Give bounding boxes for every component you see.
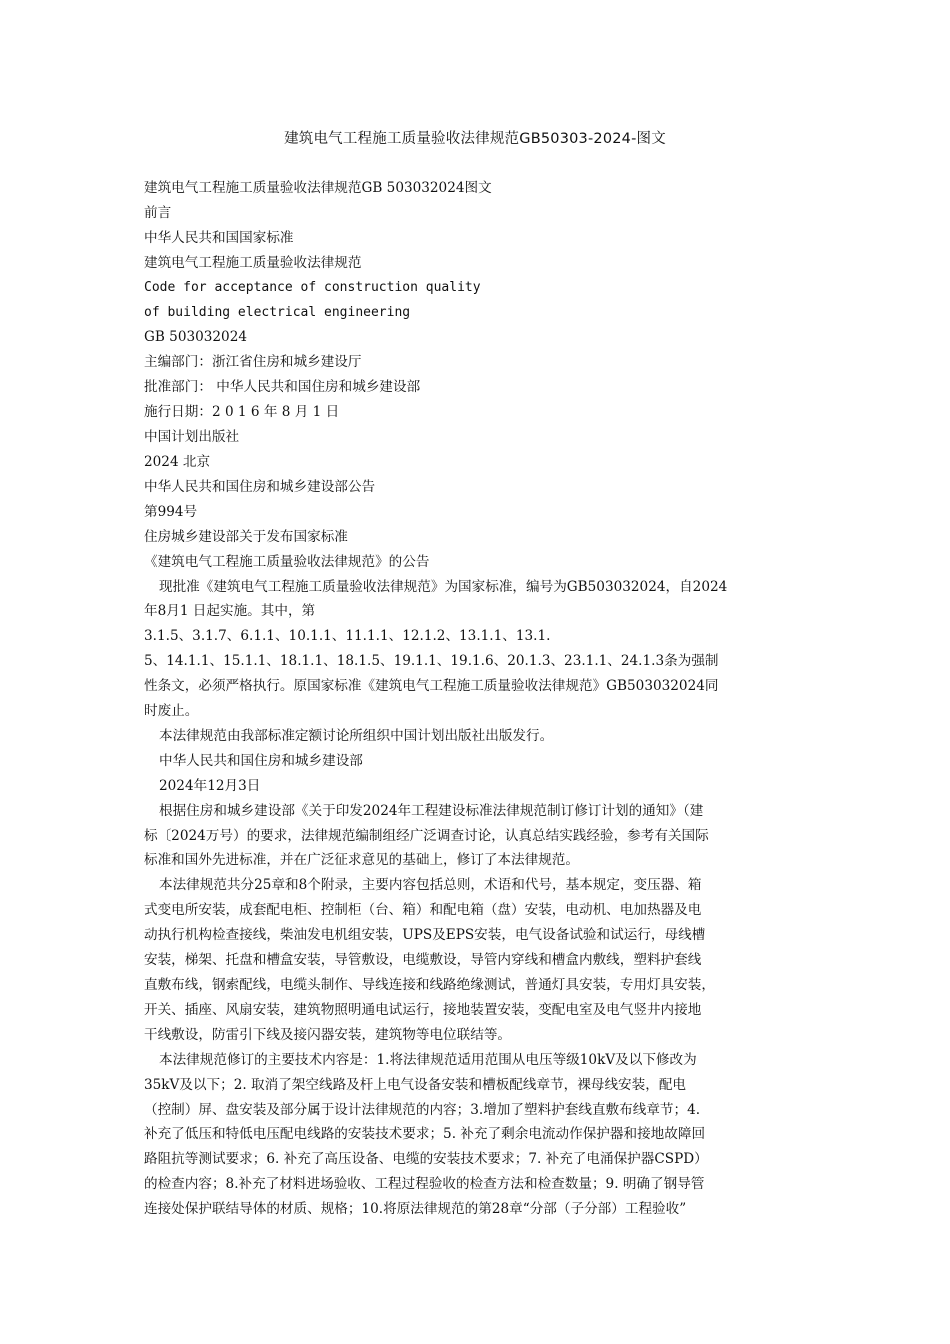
text-line: 直敷布线，钢索配线，电缆头制作、导线连接和线路绝缘测试，普通灯具安装，专用灯具安装， <box>144 977 715 993</box>
text-line: 干线敷设，防雷引下线及接闪器安装，建筑物等电位联结等。 <box>144 1026 512 1043</box>
text-line: 中华人民共和国国家标准 <box>144 229 294 246</box>
text-line: 动执行机构检查接线，柴油发电机组安装，UPS及EPS安装，电气设备试验和试运行，母线槽 <box>144 927 706 944</box>
text-line: 住房城乡建设部关于发布国家标准 <box>144 528 348 545</box>
text-line: 中华人民共和国住房和城乡建设部 <box>159 752 363 769</box>
text-line: 主编部门：浙江省住房和城乡建设厅 <box>144 354 362 371</box>
text-line: 本法律规范共分25章和8个附录，主要内容包括总则，术语和代号，基本规定，变压器、箱 <box>159 877 702 894</box>
text-line: 2024 北京 <box>144 453 211 470</box>
text-line: 路阻抗等测试要求；6. 补充了高压设备、电缆的安装技术要求；7. 补充了电涌保护器CSPD） <box>144 1151 708 1168</box>
text-line: 5、14.1.1、15.1.1、18.1.1、18.1.5、19.1.1、19.1.6、20.1.3、23.1.1、24.1.3条为强制 <box>144 653 719 670</box>
text-line: 3.1.5、3.1.7、6.1.1、10.1.1、11.1.1、12.1.2、13.1.1、13.1. <box>144 628 551 645</box>
text-line: 建筑电气工程施工质量验收法律规范GB 503032024图文 <box>144 180 492 196</box>
text-line: 批准部门： 中华人民共和国住房和城乡建设部 <box>144 379 421 396</box>
text-line: 根据住房和城乡建设部《关于印发2024年工程建设标准法律规范制订修订计划的通知》（建 <box>159 802 704 819</box>
text-line: 时废止。 <box>144 703 199 720</box>
text-line: of building electrical engineering <box>144 304 411 320</box>
text-line: 中国计划出版社 <box>144 429 240 446</box>
document-body <box>144 176 810 1222</box>
text-line: 现批准《建筑电气工程施工质量验收法律规范》为国家标准，编号为GB503032024，自2024 <box>159 578 728 595</box>
text-line: 年8月1 日起实施。其中，第 <box>144 603 316 620</box>
text-line: （控制）屏、盘安装及部分属于设计法律规范的内容；3.增加了塑料护套线直敷布线章节；4. <box>144 1101 701 1118</box>
text-line: 第994号 <box>144 503 198 520</box>
text-line: 35kV及以下；2. 取消了架空线路及杆上电气设备安装和槽板配线章节，裸母线安装，配电 <box>144 1076 687 1093</box>
text-line: 施行日期：2 0 1 6 年 8 月 1 日 <box>144 404 340 421</box>
text-line: 前言 <box>144 204 172 221</box>
text-line: GB 503032024 <box>144 329 248 346</box>
page-title: 建筑电气工程施工质量验收法律规范GB50303-2024-图文 <box>284 131 666 147</box>
text-line: 中华人民共和国住房和城乡建设部公告 <box>144 478 376 495</box>
text-line: 标准和国外先进标准，并在广泛征求意见的基础上，修订了本法律规范。 <box>144 852 579 869</box>
text-line: 本法律规范由我部标准定额讨论所组织中国计划出版社出版发行。 <box>159 727 554 744</box>
text-line: 建筑电气工程施工质量验收法律规范 <box>144 254 362 271</box>
text-line: 《建筑电气工程施工质量验收法律规范》的公告 <box>144 553 430 570</box>
text-line: 开关、插座、风扇安装，建筑物照明通电试运行，接地装置安装，变配电室及电气竖井内接地 <box>144 1001 702 1018</box>
text-line: 安装，梯架、托盘和槽盒安装，导管敷设，电缆敷设，导管内穿线和槽盒内敷线，塑料护套线 <box>144 952 702 969</box>
text-line: 式变电所安装，成套配电柜、控制柜（台、箱）和配电箱（盘）安装，电动机、电加热器及电 <box>144 902 702 919</box>
text-line: 补充了低压和特低电压配电线路的安装技术要求；5. 补充了剩余电流动作保护器和接地故障回 <box>144 1126 706 1143</box>
text-line: 2024年12月3日 <box>159 777 261 794</box>
text-line: 本法律规范修订的主要技术内容是：1.将法律规范适用范围从电压等级10kV及以下修改为 <box>159 1051 697 1068</box>
text-line: 标〔2024万号）的要求，法律规范编制组经广泛调查讨论，认真总结实践经验，参考有关国际 <box>144 827 709 844</box>
text-line: 连接处保护联结导体的材质、规格；10.将原法律规范的第28章“分部（子分部）工程验收” <box>144 1201 687 1218</box>
text-line: 性条文，必须严格执行。原国家标准《建筑电气工程施工质量验收法律规范》GB503032024同 <box>144 678 719 695</box>
text-line: 的检查内容；8.补充了材料进场验收、工程过程验收的检查方法和检查数量；9. 明确了钢导管 <box>144 1176 705 1193</box>
text-line: Code for acceptance of construction quality <box>144 279 481 295</box>
